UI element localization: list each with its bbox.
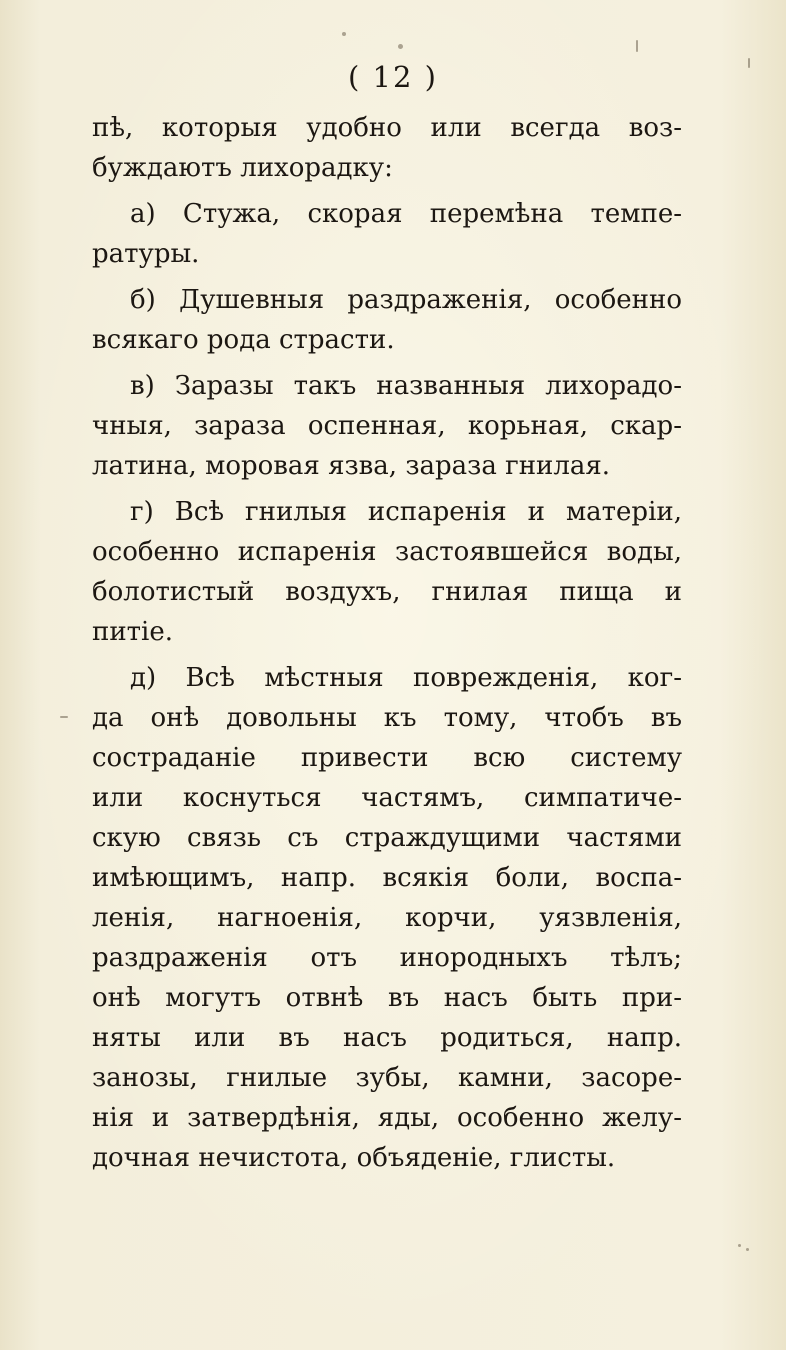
text-line: б) Душевныя раздраженія, особенно — [130, 285, 682, 315]
text-line: раздраженія отъ инородныхъ тѣлъ; — [92, 943, 682, 973]
text-line: или коснуться частямъ, симпатиче- — [92, 783, 682, 813]
text-line: буждаютъ лихорадку: — [92, 153, 393, 183]
text-line: нія и затвердѣнія, яды, особенно желу- — [92, 1103, 682, 1133]
page-text — [92, 108, 682, 1178]
text-line: онѣ могутъ отвнѣ въ насъ быть при- — [92, 983, 682, 1013]
text-line: да онѣ довольны къ тому, чтобъ въ — [92, 703, 682, 733]
paragraph-v — [92, 366, 682, 486]
text-line: всякаго рода страсти. — [92, 325, 395, 355]
text-line: питіе. — [92, 617, 174, 647]
page-number: ( 12 ) — [348, 60, 438, 94]
text-line: ратуры. — [92, 239, 200, 269]
text-line: чныя, зараза оспенная, корьная, скар- — [92, 411, 682, 441]
paper-speck — [746, 1248, 749, 1251]
paragraph-g — [92, 492, 682, 652]
text-line: дочная нечистота, объяденіе, глисты. — [92, 1143, 616, 1173]
text-line: занозы, гнилые зубы, камни, засоре- — [92, 1063, 682, 1093]
text-line: состраданіе привести всю систему — [92, 743, 682, 773]
text-line: няты или въ насъ родиться, напр. — [92, 1023, 682, 1053]
text-line: д) Всѣ мѣстныя поврежденія, ког- — [130, 663, 682, 693]
text-line: имѣющимъ, напр. всякія боли, воспа- — [92, 863, 682, 893]
text-line: болотистый воздухъ, гнилая пища и — [92, 577, 682, 607]
paragraph-d — [92, 658, 682, 1178]
paragraph-intro — [92, 108, 682, 188]
paper-speck — [60, 716, 68, 718]
paragraph-b — [92, 280, 682, 360]
paper-speck — [398, 44, 403, 49]
text-line: ленія, нагноенія, корчи, уязвленія, — [92, 903, 682, 933]
paper-speck — [342, 32, 346, 36]
paper-speck — [748, 58, 750, 68]
text-line: латина, моровая язва, зараза гнилая. — [92, 451, 611, 481]
paper-speck — [636, 40, 638, 52]
text-line: скую связь съ страждущими частями — [92, 823, 682, 853]
text-line: г) Всѣ гнилыя испаренія и матеріи, — [130, 497, 682, 527]
paper-speck — [738, 1244, 741, 1247]
paragraph-a — [92, 194, 682, 274]
text-line: в) Заразы такъ названныя лихорадо- — [130, 371, 682, 401]
text-line: пѣ, которыя удобно или всегда воз- — [92, 113, 682, 143]
text-line: особенно испаренія застоявшейся воды, — [92, 537, 682, 567]
text-line: а) Стужа, скорая перемѣна темпе- — [130, 199, 682, 229]
